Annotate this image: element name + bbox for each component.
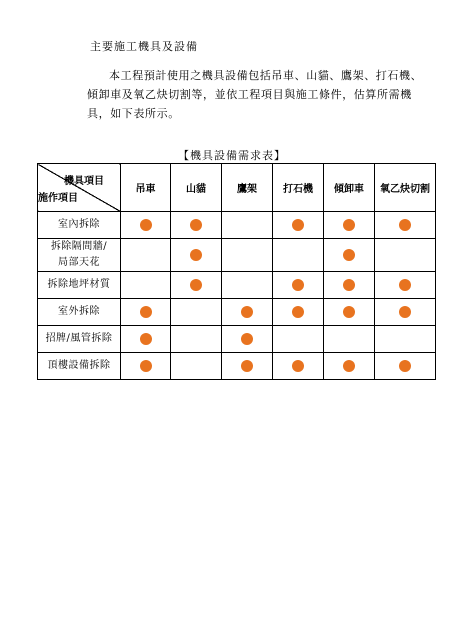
table-cell [171, 239, 222, 272]
table-cell [273, 212, 324, 239]
table-cell [171, 299, 222, 326]
table-cell [273, 326, 324, 353]
intro-paragraph: 本工程預計使用之機具設備包括吊車、山貓、鷹架、打石機、傾卸車及氧乙炔切割等，並依工程項目與施工條件，估算所需機具，如下表所示。 [87, 69, 423, 120]
required-marker-dot [241, 333, 253, 345]
table-row [38, 272, 436, 299]
table-cell [375, 212, 436, 239]
required-marker-dot [343, 279, 355, 291]
row-label: 頂樓設備拆除 [38, 353, 121, 380]
required-marker-dot [399, 279, 411, 291]
table-cell [273, 299, 324, 326]
table-cell [324, 326, 375, 353]
required-marker-dot [292, 279, 304, 291]
row-label: 室外拆除 [38, 299, 121, 326]
table-cell [324, 239, 375, 272]
table-cell [121, 239, 171, 272]
table-cell [171, 212, 222, 239]
row-label: 拆除地坪材質 [38, 272, 121, 299]
table-cell [375, 353, 436, 380]
column-header: 鷹架 [222, 164, 273, 212]
required-marker-dot [399, 360, 411, 372]
required-marker-dot [292, 219, 304, 231]
column-header: 打石機 [273, 164, 324, 212]
required-marker-dot [190, 219, 202, 231]
required-marker-dot [140, 219, 152, 231]
required-marker-dot [241, 306, 253, 318]
table-cell [222, 326, 273, 353]
table-cell [222, 239, 273, 272]
table-cell [121, 353, 171, 380]
column-header: 山貓 [171, 164, 222, 212]
table-cell [121, 272, 171, 299]
table-cell [171, 353, 222, 380]
table-cell [375, 299, 436, 326]
table-cell [324, 299, 375, 326]
table-cell [375, 239, 436, 272]
table-row [38, 212, 436, 239]
equipment-requirement-table [37, 163, 436, 380]
column-header: 吊車 [121, 164, 171, 212]
required-marker-dot [241, 360, 253, 372]
table-cell [324, 353, 375, 380]
section-heading: 主要施工機具及設備 [90, 40, 198, 53]
table-row [38, 326, 436, 353]
column-header: 氧乙炔切割 [375, 164, 436, 212]
required-marker-dot [343, 219, 355, 231]
table-cell [375, 272, 436, 299]
table-row [38, 239, 436, 272]
corner-label-equipment: 機具項目 [64, 176, 104, 187]
table-header-row [38, 164, 436, 212]
required-marker-dot [190, 249, 202, 261]
required-marker-dot [190, 279, 202, 291]
table-cell [324, 212, 375, 239]
required-marker-dot [292, 306, 304, 318]
table-cell [171, 272, 222, 299]
table-caption: 【機具設備需求表】 [178, 149, 286, 162]
required-marker-dot [343, 360, 355, 372]
table-cell [273, 272, 324, 299]
table-cell [324, 272, 375, 299]
required-marker-dot [399, 219, 411, 231]
row-label: 拆除隔間牆/ 局部天花 [38, 239, 121, 272]
table-cell [222, 272, 273, 299]
table-cell [171, 326, 222, 353]
table-cell [375, 326, 436, 353]
column-header: 傾卸車 [324, 164, 375, 212]
table-cell [121, 326, 171, 353]
row-label: 招牌/風管拆除 [38, 326, 121, 353]
table-cell [121, 212, 171, 239]
required-marker-dot [140, 306, 152, 318]
table-cell [273, 239, 324, 272]
required-marker-dot [140, 360, 152, 372]
corner-label-work-item: 施作項目 [38, 193, 78, 204]
required-marker-dot [343, 306, 355, 318]
required-marker-dot [140, 333, 152, 345]
required-marker-dot [343, 249, 355, 261]
table-cell [121, 299, 171, 326]
table-cell [222, 353, 273, 380]
table-cell [222, 212, 273, 239]
required-marker-dot [292, 360, 304, 372]
required-marker-dot [399, 306, 411, 318]
table-cell [273, 353, 324, 380]
table-corner-cell [38, 164, 121, 212]
table-row [38, 299, 436, 326]
row-label: 室內拆除 [38, 212, 121, 239]
table-cell [222, 299, 273, 326]
table-row [38, 353, 436, 380]
